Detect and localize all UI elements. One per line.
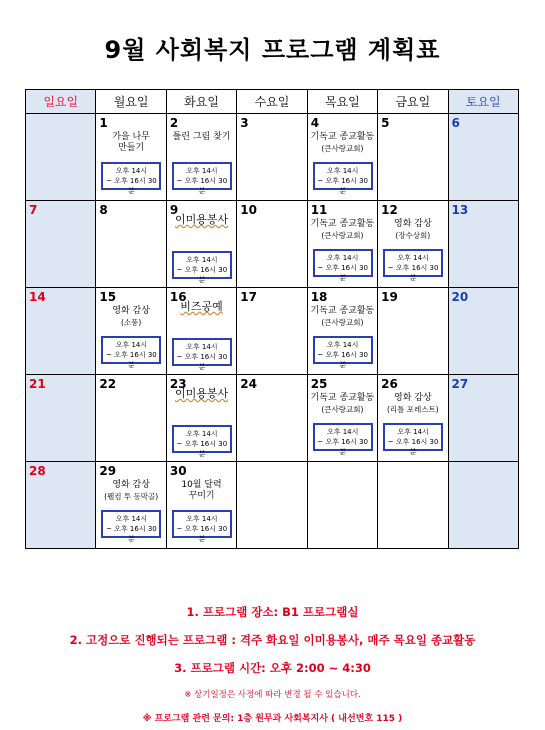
calendar-day-cell: [448, 201, 518, 288]
day-number: 2: [169, 116, 179, 130]
day-number: 18: [310, 290, 328, 304]
time-box: [101, 336, 161, 369]
calendar-day-cell: [166, 375, 236, 462]
time-start: 오후 14시: [186, 515, 218, 523]
calendar-day-cell: [96, 375, 166, 462]
day-number: 1: [99, 116, 108, 130]
calendar-day-cell: [378, 201, 448, 288]
calendar-day-cell: [96, 201, 166, 288]
time-end: ~ 오후 16시 30분: [176, 266, 228, 284]
day-number: 27: [451, 377, 469, 391]
calendar-day-cell: [448, 462, 518, 549]
calendar-day-cell: [237, 201, 307, 288]
day-number: 17: [240, 290, 257, 304]
calendar-day-cell: [166, 201, 236, 288]
program-name: [167, 480, 236, 502]
calendar-day-cell: [166, 114, 236, 201]
program-title: 가을 나무 만들기: [112, 132, 150, 153]
day-number: 22: [99, 377, 117, 391]
day-number: 19: [381, 290, 398, 304]
time-end: ~ 오후 16시 30분: [317, 264, 369, 282]
calendar-day-cell: [307, 114, 377, 201]
time-start: 오후 14시: [115, 167, 148, 175]
time-box: [313, 336, 373, 369]
program-subtitle: (웰컴 투 동막골): [104, 492, 159, 501]
day-number: 8: [99, 203, 108, 217]
weekday-header-row: [26, 90, 519, 114]
day-number: 13: [451, 203, 469, 217]
calendar-day-cell: [96, 114, 166, 201]
time-box: [172, 425, 232, 458]
program-title: 기독교 종교활동: [310, 132, 375, 142]
program-name: [96, 480, 165, 503]
footer-place: 1. 프로그램 장소: B1 프로그램실: [186, 605, 359, 619]
time-box: [383, 249, 443, 282]
calendar-day-cell: [237, 375, 307, 462]
calendar-table: [25, 89, 519, 549]
weekday-header-wed: 수요일: [237, 90, 307, 114]
calendar-day-cell: [378, 462, 448, 549]
calendar-day-cell: [378, 114, 448, 201]
weekday-header-sat: 토요일: [448, 90, 518, 114]
calendar-day-cell: [448, 288, 518, 375]
program-name: [167, 213, 236, 226]
time-end: ~ 오후 16시 30분: [387, 264, 439, 282]
program-subtitle: (큰사랑교회): [321, 405, 364, 414]
program-name: [167, 387, 236, 400]
calendar-day-cell: [26, 462, 96, 549]
time-start: 오후 14시: [397, 254, 429, 262]
day-number: 10: [240, 203, 257, 217]
day-number: 16: [169, 290, 187, 304]
calendar-week-row: [26, 375, 519, 462]
time-box: [172, 338, 232, 371]
time-box: [313, 249, 373, 282]
calendar-day-cell: [237, 462, 307, 549]
program-name: [167, 132, 236, 143]
time-start: 오후 14시: [186, 256, 218, 264]
day-number: 24: [240, 377, 257, 391]
time-box: [383, 423, 443, 456]
day-number: 25: [310, 377, 328, 391]
time-end: ~ 오후 16시 30분: [317, 351, 369, 369]
day-number: 23: [169, 377, 187, 391]
program-title: 영화 감상: [394, 219, 432, 229]
weekday-header-mon: 월요일: [96, 90, 166, 114]
day-number: 29: [99, 464, 117, 478]
day-number: 7: [29, 203, 38, 217]
day-number: 21: [29, 377, 46, 391]
program-name: [308, 393, 377, 416]
calendar-day-cell: [26, 288, 96, 375]
program-name: [96, 132, 165, 154]
program-subtitle: (큰사랑교회): [321, 318, 364, 327]
calendar-day-cell: [307, 201, 377, 288]
page-title: 9월 사회복지 프로그램 계획표: [104, 36, 441, 64]
day-number: 15: [99, 290, 117, 304]
calendar-day-cell: [307, 462, 377, 549]
day-number: 6: [451, 116, 460, 130]
time-box: [172, 162, 232, 195]
time-start: 오후 14시: [326, 341, 359, 349]
footer-contact: ※ 프로그램 관련 문의: 1층 원무과 사회복지사 ( 내선번호 115 ): [142, 714, 403, 724]
program-subtitle: (소풍): [120, 318, 142, 327]
time-start: 오후 14시: [186, 343, 218, 351]
time-start: 오후 14시: [326, 167, 359, 175]
program-name: [96, 306, 165, 329]
day-number: 9: [169, 203, 179, 217]
program-name: [167, 300, 236, 313]
time-end: ~ 오후 16시 30분: [106, 525, 157, 543]
time-end: ~ 오후 16시 30분: [387, 438, 439, 456]
time-end: ~ 오후 16시 30분: [317, 177, 369, 195]
program-title: 이미용봉사: [174, 213, 229, 226]
day-number: 5: [381, 116, 390, 130]
program-name: [308, 219, 377, 242]
program-title: 기독교 종교활동: [310, 306, 375, 316]
program-title: 영화 감상: [112, 480, 150, 490]
time-box: [172, 251, 232, 284]
weekday-header-sun: 일요일: [26, 90, 96, 114]
time-box: [313, 423, 373, 456]
calendar-day-cell: [26, 375, 96, 462]
calendar-body: [26, 114, 519, 549]
weekday-header-fri: 금요일: [378, 90, 448, 114]
time-box: [101, 162, 161, 195]
day-number: 28: [29, 464, 46, 478]
time-start: 오후 14시: [115, 515, 148, 523]
time-box: [101, 510, 161, 543]
time-end: ~ 오후 16시 30분: [106, 177, 157, 195]
time-end: ~ 오후 16시 30분: [176, 177, 228, 195]
program-title: 기독교 종교활동: [310, 393, 375, 403]
time-end: ~ 오후 16시 30분: [176, 440, 228, 458]
program-name: [308, 306, 377, 329]
program-subtitle: (큰사랑교회): [321, 231, 364, 240]
program-title: 10월 달력 꾸미기: [181, 480, 222, 501]
footer-time: 3. 프로그램 시간: 오후 2:00 ~ 4:30: [174, 661, 371, 675]
weekday-header-tue: 화요일: [166, 90, 236, 114]
day-number: 30: [169, 464, 187, 478]
calendar-day-cell: [166, 462, 236, 549]
calendar-day-cell: [448, 375, 518, 462]
weekday-header-thu: 목요일: [307, 90, 377, 114]
program-title: 기독교 종교활동: [310, 219, 375, 229]
footer-change-note: ※ 상기일정은 사정에 따라 변경 될 수 있습니다.: [184, 690, 361, 700]
calendar-day-cell: [448, 114, 518, 201]
day-number: 14: [29, 290, 46, 304]
day-number: 11: [310, 203, 328, 217]
program-name: [378, 393, 447, 416]
day-number: 12: [381, 203, 398, 217]
program-title: 틀린 그림 찾기: [172, 132, 231, 142]
program-subtitle: (리틀 포레스트): [386, 405, 439, 414]
calendar-day-cell: [96, 288, 166, 375]
calendar-day-cell: [378, 375, 448, 462]
time-box: [313, 162, 373, 195]
time-box: [172, 510, 232, 543]
program-subtitle: (큰사랑교회): [321, 144, 364, 153]
time-end: ~ 오후 16시 30분: [317, 438, 369, 456]
time-start: 오후 14시: [397, 428, 429, 436]
time-end: ~ 오후 16시 30분: [106, 351, 157, 369]
calendar-day-cell: [307, 375, 377, 462]
time-start: 오후 14시: [326, 254, 359, 262]
calendar-day-cell: [307, 288, 377, 375]
calendar-day-cell: [96, 462, 166, 549]
day-number: 4: [310, 116, 320, 130]
time-end: ~ 오후 16시 30분: [176, 525, 228, 543]
day-number: 20: [451, 290, 469, 304]
day-number: 26: [381, 377, 398, 391]
calendar-day-cell: [166, 288, 236, 375]
time-start: 오후 14시: [326, 428, 359, 436]
program-title: 이미용봉사: [174, 387, 229, 400]
calendar-week-row: [26, 288, 519, 375]
time-start: 오후 14시: [186, 167, 218, 175]
calendar-day-cell: [237, 288, 307, 375]
program-name: [378, 219, 447, 242]
program-title: 영화 감상: [112, 306, 150, 316]
footer-fixed-programs: 2. 고정으로 진행되는 프로그램 : 격주 화요일 이미용봉사, 매주 목요일 종교활동: [69, 633, 476, 647]
program-name: [308, 132, 377, 155]
calendar-week-row: [26, 114, 519, 201]
calendar-day-cell: [237, 114, 307, 201]
calendar-week-row: [26, 462, 519, 549]
program-title: 비즈공예: [180, 300, 223, 313]
calendar-day-cell: [26, 114, 96, 201]
time-start: 오후 14시: [115, 341, 148, 349]
calendar-day-cell: [26, 201, 96, 288]
calendar-week-row: [26, 201, 519, 288]
program-subtitle: (장수상회): [395, 231, 431, 240]
day-number: 3: [240, 116, 249, 130]
time-end: ~ 오후 16시 30분: [176, 353, 228, 371]
calendar-day-cell: [378, 288, 448, 375]
time-start: 오후 14시: [186, 430, 218, 438]
program-title: 영화 감상: [394, 393, 432, 403]
